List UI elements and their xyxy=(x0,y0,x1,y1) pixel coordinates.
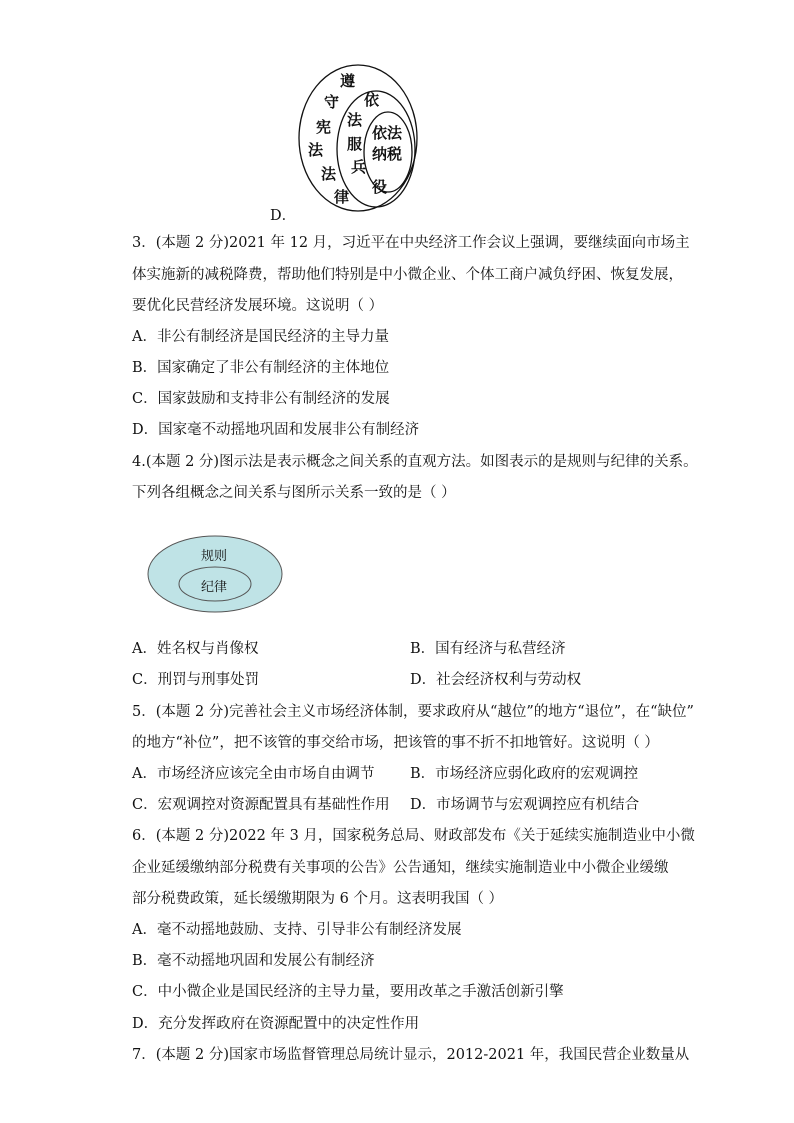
middle-char: 服 xyxy=(347,135,363,153)
inner-label-line1: 依法 xyxy=(372,124,403,142)
question-text: 5．(本题 2 分)完善社会主义市场经济体制，要求政府从“越位”的地方“退位”，在“缺位” xyxy=(132,704,694,720)
option-c: C．刑罚与刑事处罚 xyxy=(132,672,260,688)
option-a: A．毫不动摇地鼓励、支持、引导非公有制经济发展 xyxy=(132,922,462,938)
inner-label-line2: 纳税 xyxy=(372,145,403,163)
option-c: C．宏观调控对资源配置具有基础性作用 xyxy=(132,797,390,813)
outer-label-rules: 规则 xyxy=(201,549,228,564)
option-b: B．国家确定了非公有制经济的主体地位 xyxy=(132,360,390,376)
question-text: 体实施新的减税降费，帮助他们特别是中小微企业、个体工商户减负纾困、恢复发展， xyxy=(132,267,683,283)
option-a: A．非公有制经济是国民经济的主导力量 xyxy=(132,329,389,345)
question-text: 6．(本题 2 分)2022 年 3 月，国家税务总局、财政部发布《关于延续实施制造业中小微 xyxy=(132,828,695,844)
outer-char: 宪 xyxy=(316,118,332,136)
question-text: 4.(本题 2 分)图示法是表示概念之间关系的直观方法。如图表示的是规则与纪律的关系。 xyxy=(132,454,698,470)
option-d: D．社会经济权利与劳动权 xyxy=(410,672,582,688)
question-text: 部分税费政策，延长缓缴期限为 6 个月。这表明我国（ ） xyxy=(132,891,504,907)
middle-char: 法 xyxy=(347,111,363,129)
option-letter-d: D． xyxy=(270,208,297,224)
outer-char: 律 xyxy=(334,188,350,206)
option-b: B．国有经济与私营经济 xyxy=(410,641,566,657)
option-a: A．姓名权与肖像权 xyxy=(132,641,259,657)
option-a: A．市场经济应该完全由市场自由调节 xyxy=(132,766,375,782)
option-d: D．国家毫不动摇地巩固和发展非公有制经济 xyxy=(132,422,420,438)
question-text: 下列各组概念之间关系与图所示关系一致的是（ ） xyxy=(132,485,456,501)
option-c: C．国家鼓励和支持非公有制经济的发展 xyxy=(132,391,390,407)
question-text: 企业延缓缴纳部分税费有关事项的公告》公告通知，继续实施制造业中小微企业缓缴 xyxy=(132,860,669,876)
question-text: 7．(本题 2 分)国家市场监督管理总局统计显示，2012-2021 年，我国民营企业数量从 xyxy=(132,1047,690,1063)
option-d: D．市场调节与宏观调控应有机结合 xyxy=(410,797,640,813)
question-text: 要优化民营经济发展环境。这说明（ ） xyxy=(132,298,384,314)
outer-char: 法 xyxy=(321,165,337,183)
middle-char: 依 xyxy=(364,91,380,109)
question-text: 3．(本题 2 分)2021 年 12 月，习近平在中央经济工作会议上强调，要继续面向市场主 xyxy=(132,235,690,251)
outer-char: 遵 xyxy=(340,72,356,90)
outer-char: 法 xyxy=(308,141,324,159)
option-b: B．市场经济应弱化政府的宏观调控 xyxy=(410,766,639,782)
nested-ellipse-diagram xyxy=(296,62,420,214)
middle-char: 役 xyxy=(372,178,388,196)
middle-char: 兵 xyxy=(351,158,367,176)
option-b: B．毫不动摇地巩固和发展公有制经济 xyxy=(132,953,375,969)
option-c: C．中小微企业是国民经济的主导力量，要用改革之手激活创新引擎 xyxy=(132,984,564,1000)
option-d: D．充分发挥政府在资源配置中的决定性作用 xyxy=(132,1016,420,1032)
rules-discipline-diagram xyxy=(146,534,286,614)
inner-label-discipline: 纪律 xyxy=(201,580,228,595)
question-text: 的地方“补位”，把不该管的事交给市场，把该管的事不折不扣地管好。这说明（ ） xyxy=(132,735,659,751)
outer-char: 守 xyxy=(324,93,340,111)
